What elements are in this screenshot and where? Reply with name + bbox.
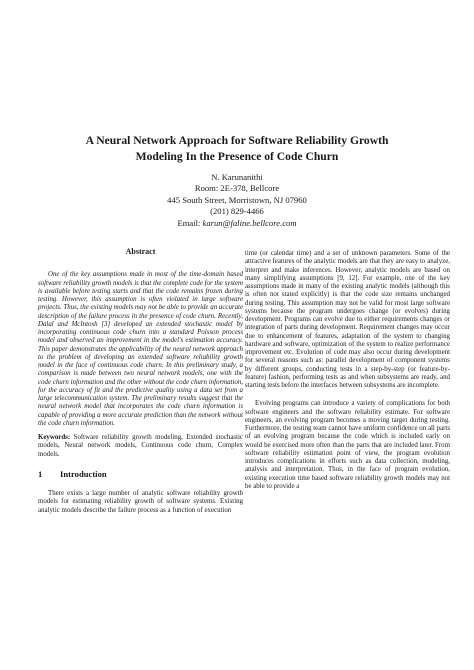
author-name: N. Karunanithi — [211, 172, 263, 182]
author-phone: (201) 829-4466 — [210, 206, 264, 217]
author-block — [60, 172, 414, 229]
author-room: Room: 2E-378, Bellcore — [194, 183, 280, 194]
right-column — [245, 250, 450, 491]
keywords-text: Software reliability growth modeling, Extended stochastic models, Neural network models, Continuous code churn, Complex models. — [38, 434, 243, 458]
section-number: 1 — [38, 468, 43, 479]
keywords-label: Keywords: — [38, 434, 71, 441]
section-title: Introduction — [60, 468, 107, 479]
intro-paragraph: There exists a large number of analytic software reliability growth models for estimating reliability growth of software systems. Existing analytic models describe the failure process as a function of execution — [38, 490, 243, 514]
title-line-1: A Neural Network Approach for Software Reliability Growth — [85, 134, 389, 147]
right-paragraph-2: Evolving programs can introduce a variety of complications for both software engineers and the software reliability estimate. For software engineers, an evolving program becomes a moving target during testing. Furthermore, the testing team cannot have uniform confidence on all parts of an evolving program because the code which is included early on would be exercised more often than the parts that are included later. From software reliability estimation point of view, the program evolution introduces complications in efforts such as data collection, modeling, analysis and interpretation. Thus, in the face of program evolution, existing execution time based software reliability growth models may not be able to provide a — [245, 400, 450, 490]
left-column — [38, 248, 243, 515]
right-paragraph-1: time (or calendar time) and a set of unknown parameters. Some of the attractive features of the analytic models are that they are easy to analyze, interpret and make inferences. However, analytic models are based on many simplifying assumptions [9, 12]. For example, one of the key assumptions made in many of the existing analytic models (although this is often not stated explicitly) is that the code size remains unchanged during testing. This assumption may not be valid for most large software systems because the program undergoes change (or evolves) during development. Programs can evolve due to either requirements changes or integration of parts during development. Requirement changes may occur due to enhancement of features, adaptation of the system to changing hardware and software, optimization of the system to realize performance improvement etc. Evolution of code may also occur during development for several reasons such as: parallel development of component systems by different groups, conducting tests in a step-by-step (or feature-by-feature) fashion, performing tests as and when subsystems are ready, and starting tests before the interfaces between subsystems are incomplete. — [245, 250, 450, 389]
author-email: karun@faline.bellcore.com — [202, 217, 297, 228]
email-label: Email: — [177, 217, 201, 228]
title-line-2: Modeling In the Presence of Code Churn — [135, 150, 339, 163]
section-heading — [38, 470, 243, 478]
author-email-line — [60, 218, 414, 229]
paper-title — [30, 133, 444, 165]
keywords-block — [38, 434, 243, 459]
abstract-body — [38, 271, 243, 428]
abstract-text: One of the key assumptions made in most of the time-domain based software reliability growth models is that the complete code for the system is available before testing starts and that the code remains frozen during testing. However, this assumption is often violated in large software projects. Thus, the existing models may not be able to provide an accurate description of the failure process in the presence of code churn. Recently, Dalal and McIntosh [3] developed an extended stochastic model by incorporating continuous code churn into a standard Poisson process model and observed an improvement in the model's estimation accuracy. This paper demonstrates the applicability of the neural network approach to the problem of developing an extended software reliability growth model in the face of continuous code churn. In this preliminary study, a comparison is made between two neural network models, one with the code churn information and the other without the code churn information, for the accuracy of fit and the predictive quality using a data set from a large telecommunication system. The preliminary results suggest that the neural network model that incorporates the code churn information is capable of providing a more accurate prediction than the network without the code churn information. — [38, 271, 243, 427]
abstract-heading: Abstract — [125, 247, 156, 256]
author-address: 445 South Street, Morristown, NJ 07960 — [167, 194, 307, 205]
